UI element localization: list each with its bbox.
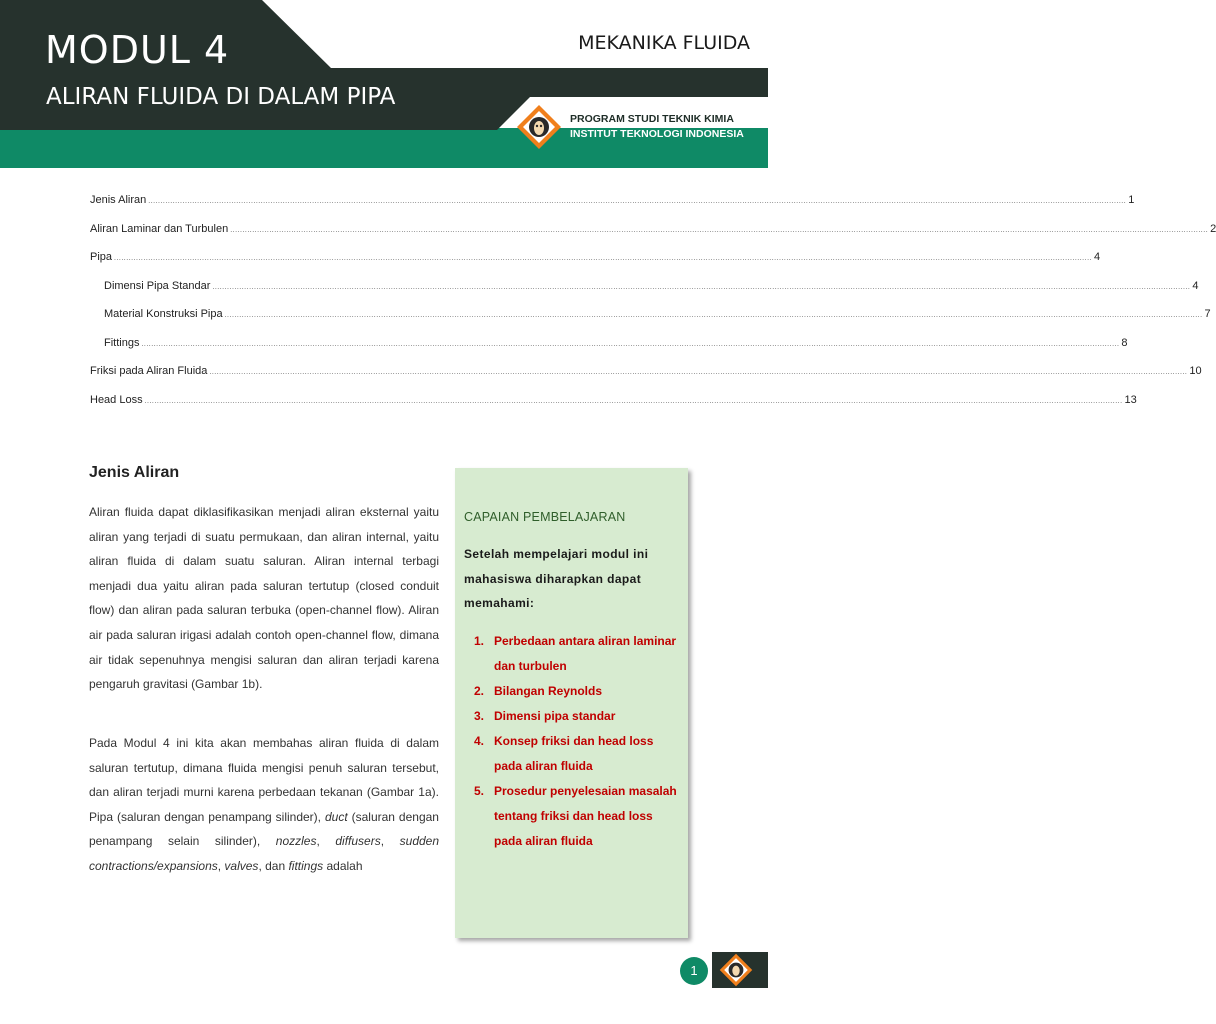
term-fittings: fittings [288, 858, 324, 873]
paragraph-2 [89, 731, 439, 879]
institute-name: INSTITUT TEKNOLOGI INDONESIA [570, 128, 744, 140]
list-item-number: 5. [473, 784, 484, 798]
paragraph-2-text: adalah [323, 858, 363, 873]
term-valves: valves [224, 858, 259, 873]
toc-leader-dots: ................................................................................................................................................................................................................................................................................................................................................................................................................ [148, 198, 1127, 205]
paragraph-2-text: (saluran dengan penampang selain silinder), [89, 809, 439, 849]
toc-leader-dots: ................................................................................................................................................................................................................................................................................................................................................................................................................ [224, 312, 1203, 319]
paragraph-2-text: , [316, 834, 336, 849]
toc-entry-page: 4 [1192, 279, 1199, 292]
learning-outcomes-box [455, 468, 688, 938]
paragraph-2-text: , [380, 834, 400, 849]
list-item-text: Dimensi pipa standar [494, 709, 616, 723]
list-item-text: Konsep friksi dan head loss pada aliran fluida [494, 734, 654, 773]
toc-entry-label: Aliran Laminar dan Turbulen [90, 222, 229, 235]
learning-outcomes-intro: Setelah mempelajari modul ini mahasiswa diharapkan dapat memahami: [464, 547, 649, 611]
toc-leader-dots: ................................................................................................................................................................................................................................................................................................................................................................................................................ [141, 340, 1120, 348]
paragraph-1: Aliran fluida dapat diklasifikasikan menjadi aliran eksternal yaitu aliran yang terjadi di suatu permukaan, dan aliran internal, yaitu aliran fluida di dalam suatu saluran. Aliran internal terbagi menjadi dua yaitu aliran pada saluran tertutup (closed conduit flow) dan aliran pada saluran terbuka (open-channel flow). Aliran air pada saluran irigasi adalah contoh open-channel flow, dimana air tidak sepenuhnya mengisi saluran dan aliran terjadi karena pengaruh gravitasi (Gambar 1b). [89, 505, 439, 692]
section-heading: Jenis Aliran [89, 464, 180, 481]
list-item-number: 3. [473, 709, 484, 723]
institute-logo-icon [516, 104, 562, 150]
toc-subentry[interactable] [90, 336, 1128, 366]
toc-entry-page: 1 [1128, 194, 1135, 206]
toc-entry[interactable] [90, 222, 1216, 252]
learning-outcomes-title: CAPAIAN PEMBELAJARAN [464, 510, 626, 524]
toc-entry-label: Material Konstruksi Pipa [104, 308, 223, 320]
toc-entry[interactable] [90, 393, 1137, 423]
program-name: PROGRAM STUDI TEKNIK KIMIA [570, 113, 734, 125]
toc-leader-dots: ................................................................................................................................................................................................................................................................................................................................................................................................................ [230, 226, 1209, 234]
list-item-text: Perbedaan antara aliran laminar dan turbulen [494, 634, 677, 673]
toc-entry[interactable] [90, 194, 1135, 223]
toc-subentry[interactable] [90, 308, 1211, 337]
toc-entry-page: 13 [1124, 393, 1137, 406]
toc-entry-label: Jenis Aliran [90, 194, 147, 206]
paragraph-2-text: Pada Modul 4 ini kita akan membahas aliran fluida di dalam saluran tertutup, dimana fluida mengisi penuh saluran tersebut, dan aliran terjadi murni karena perbedaan tekanan (Gambar 1a). Pipa (saluran dengan penampang silinder), [89, 736, 439, 824]
term-sudden: sudden contractions/expansions [89, 834, 440, 873]
list-item [464, 729, 684, 779]
list-item-number: 1. [473, 634, 484, 648]
term-duct: duct [324, 809, 348, 824]
table-of-contents [90, 194, 1216, 422]
toc-entry[interactable] [90, 251, 1101, 280]
term-diffusers: diffusers [335, 834, 381, 849]
institute-logo-small-icon [719, 953, 753, 987]
institution-block [570, 112, 760, 142]
toc-entry[interactable] [90, 365, 1202, 394]
toc-leader-dots: ................................................................................................................................................................................................................................................................................................................................................................................................................ [144, 397, 1123, 405]
toc-entry-label: Pipa [90, 251, 113, 263]
list-item-number: 4. [473, 734, 484, 748]
toc-entry-page: 2 [1210, 222, 1216, 235]
toc-leader-dots: ................................................................................................................................................................................................................................................................................................................................................................................................................ [209, 369, 1188, 376]
list-item-text: Bilangan Reynolds [494, 684, 603, 698]
list-item [464, 629, 684, 679]
list-item-text: Prosedur penyelesaian masalah tentang friksi dan head loss pada aliran fluida [494, 784, 677, 848]
paragraph-2-text: , [217, 858, 225, 873]
toc-leader-dots: ................................................................................................................................................................................................................................................................................................................................................................................................................ [114, 255, 1092, 262]
list-item [464, 704, 684, 729]
toc-entry-page: 4 [1093, 251, 1101, 263]
toc-entry-label: Friksi pada Aliran Fluida [90, 365, 208, 377]
footer-background [0, 940, 768, 1024]
toc-entry-page: 7 [1204, 308, 1211, 320]
toc-entry-page: 10 [1189, 365, 1202, 377]
toc-entry-label: Dimensi Pipa Standar [104, 279, 211, 292]
toc-leader-dots: ................................................................................................................................................................................................................................................................................................................................................................................................................ [212, 283, 1191, 291]
module-number: MODUL 4 [45, 28, 230, 72]
module-title: ALIRAN FLUIDA DI DALAM PIPA [46, 84, 396, 110]
course-name: MEKANIKA FLUIDA [578, 32, 750, 54]
list-item-number: 2. [473, 684, 484, 698]
toc-subentry[interactable] [90, 279, 1199, 309]
toc-entry-page: 8 [1121, 336, 1128, 349]
list-item [464, 679, 684, 704]
list-item [464, 779, 684, 854]
toc-entry-label: Fittings [104, 336, 140, 349]
paragraph-2-text: , dan [258, 858, 289, 873]
learning-outcomes-list [464, 629, 684, 854]
term-nozzles: nozzles [275, 834, 317, 849]
toc-entry-label: Head Loss [90, 393, 143, 406]
page-number: 1 [690, 963, 698, 978]
